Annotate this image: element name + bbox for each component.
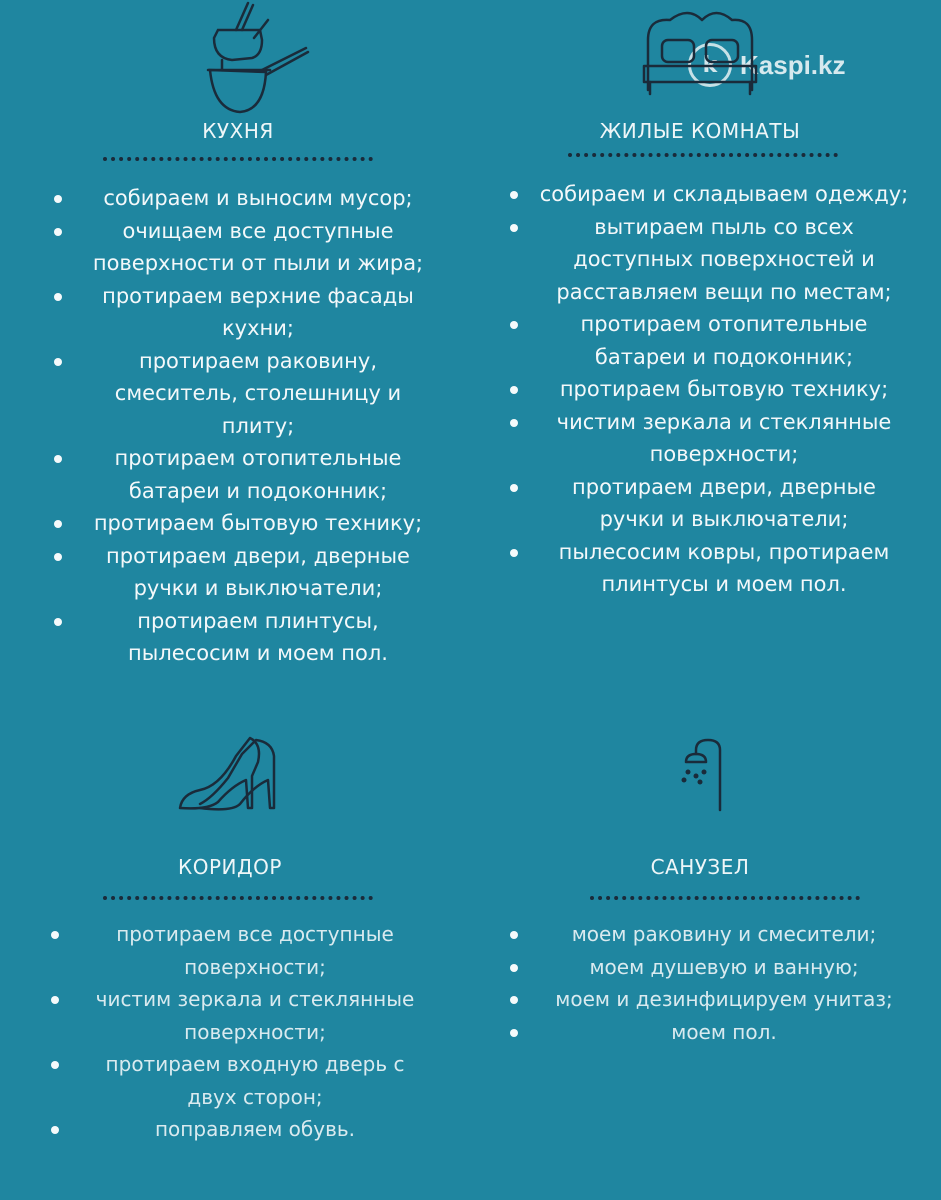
kitchen-divider [103, 157, 373, 161]
cookware-icon [200, 0, 315, 120]
hallway-title: КОРИДОР [178, 855, 282, 879]
list-item [514, 951, 934, 984]
list-item-line: смеситель, столешницу и [114, 381, 402, 405]
list-item-line: протираем бытовую технику; [559, 377, 889, 401]
list-item-line: поверхности от пыли и жира; [92, 251, 424, 275]
bullet-icon [510, 964, 518, 972]
list-item-line: ручки и выключатели; [133, 576, 383, 600]
bullet-icon [510, 419, 518, 427]
list-item [58, 442, 458, 507]
bullet-icon [510, 321, 518, 329]
kaspi-logo-icon: k [688, 43, 732, 87]
list-item-line: чистим зеркала и стеклянные [556, 409, 892, 434]
bullet-icon [51, 996, 59, 1004]
list-item [514, 918, 934, 951]
shower-icon [676, 738, 726, 814]
bullet-icon [510, 549, 518, 557]
list-item [55, 1048, 455, 1113]
bullet-icon [510, 1029, 518, 1037]
watermark-text: Kaspi.kz [740, 49, 846, 80]
bathroom-title: САНУЗЕЛ [650, 855, 750, 879]
bullet-icon [54, 455, 62, 463]
list-item [514, 983, 934, 1016]
list-item [514, 373, 934, 406]
list-item-line: плинтусы и моем пол. [601, 572, 847, 596]
high-heels-icon [178, 734, 288, 814]
list-item [55, 983, 455, 1048]
list-item-line: протираем все доступные [116, 922, 394, 946]
section-kitchen [0, 0, 470, 700]
list-item [514, 536, 934, 601]
list-item-line: чистим зеркала и стеклянные [95, 987, 415, 1011]
living-rooms-title: ЖИЛЫЕ КОМНАТЫ [599, 119, 801, 143]
list-item-line: протираем входную дверь с [105, 1052, 405, 1076]
list-item-line: поверхности; [649, 442, 799, 466]
list-item [514, 471, 934, 536]
list-item [58, 507, 458, 540]
list-item-line: батареи и подоконник; [128, 478, 388, 503]
bullet-icon [510, 484, 518, 492]
living-rooms-divider [568, 153, 838, 157]
bullet-icon [54, 228, 62, 236]
list-item [514, 178, 934, 211]
list-item [58, 540, 458, 605]
bullet-icon [51, 1126, 59, 1134]
list-item [514, 308, 934, 373]
list-item [58, 345, 458, 443]
list-item-line: собираем и складываем одежду; [539, 182, 909, 206]
list-item-line: вытираем пыль со всех [594, 214, 854, 239]
list-item-line: поверхности; [184, 1019, 326, 1044]
list-item [58, 280, 458, 345]
list-item-line: кухни; [222, 316, 294, 340]
list-item-line: протираем плинтусы, [137, 608, 379, 633]
list-item-line: пылесосим и моем пол. [128, 641, 388, 665]
list-item [55, 1113, 455, 1146]
list-item-line: пылесосим ковры, протираем [558, 539, 890, 564]
list-item [514, 406, 934, 471]
list-item-line: ручки и выключатели; [599, 507, 849, 531]
list-item-line: плиту; [221, 413, 295, 438]
kitchen-title: КУХНЯ [202, 119, 274, 143]
list-item-line: протираем бытовую технику; [93, 511, 423, 535]
living-rooms-task-list [514, 178, 934, 601]
list-item-line: моем и дезинфицируем унитаз; [555, 987, 893, 1011]
list-item [514, 211, 934, 309]
bullet-icon [510, 386, 518, 394]
hallway-divider [103, 896, 373, 900]
bullet-icon [54, 358, 62, 366]
list-item-line: поправляем обувь. [154, 1117, 356, 1141]
bullet-icon [54, 520, 62, 528]
bathroom-task-list [514, 918, 934, 1048]
list-item [58, 182, 458, 215]
list-item-line: расставляем вещи по местам; [556, 279, 892, 304]
list-item-line: собираем и выносим мусор; [103, 186, 413, 210]
list-item-line: батареи и подоконник; [594, 344, 854, 369]
bullet-icon [54, 553, 62, 561]
list-item-line: двух сторон; [187, 1084, 323, 1109]
list-item [58, 215, 458, 280]
list-item-line: протираем верхние фасады [102, 283, 414, 308]
bathroom-divider [590, 896, 860, 900]
list-item [58, 605, 458, 670]
list-item [514, 1016, 934, 1049]
bullet-icon [510, 996, 518, 1004]
section-bathroom [470, 700, 941, 1200]
bullet-icon [510, 191, 518, 199]
list-item-line: моем пол. [671, 1019, 777, 1044]
list-item-line: поверхности; [184, 954, 326, 979]
list-item-line: протираем двери, дверные [572, 474, 876, 499]
list-item-line: доступных поверхностей и [573, 247, 875, 271]
hallway-task-list [55, 918, 455, 1146]
section-living-rooms [470, 0, 941, 700]
bullet-icon [510, 931, 518, 939]
list-item-line: протираем отопительные [114, 446, 402, 470]
list-item-line: очищаем все доступные [122, 218, 394, 243]
bullet-icon [54, 293, 62, 301]
list-item-line: моем раковину и смесители; [571, 922, 877, 946]
list-item [55, 918, 455, 983]
kitchen-task-list [58, 182, 458, 670]
bullet-icon [51, 1061, 59, 1069]
list-item-line: протираем отопительные [580, 312, 868, 336]
bullet-icon [510, 224, 518, 232]
list-item-line: протираем двери, дверные [106, 543, 410, 568]
list-item-line: протираем раковину, [138, 348, 377, 373]
bullet-icon [51, 931, 59, 939]
list-item-line: моем душевую и ванную; [589, 954, 859, 979]
bullet-icon [54, 195, 62, 203]
bullet-icon [54, 618, 62, 626]
bed-icon [640, 10, 760, 100]
section-hallway [0, 700, 470, 1200]
